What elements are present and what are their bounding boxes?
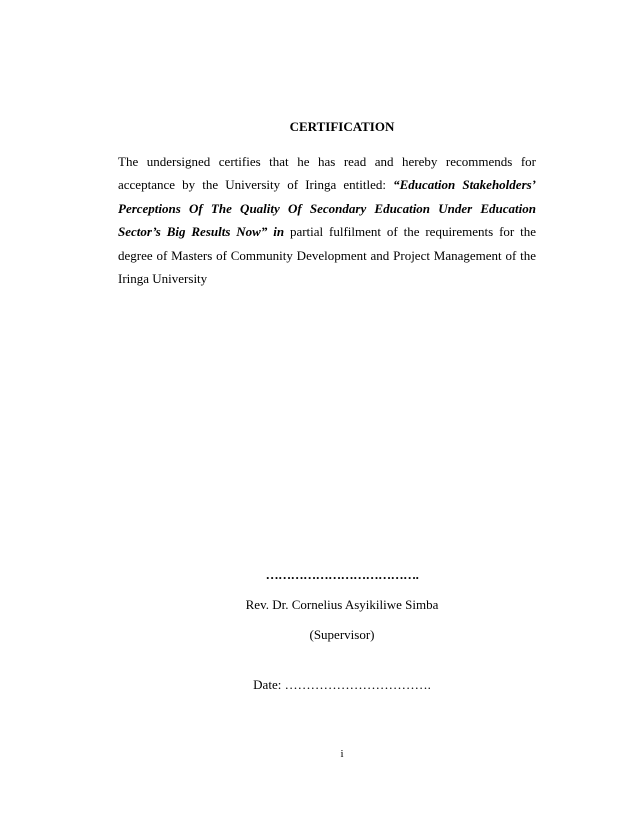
supervisor-name: Rev. Dr. Cornelius Asyikiliwe Simba (245, 597, 439, 612)
thesis-title: “Education Stakeholders’ Perceptions Of The Quality Of Secondary Education Under Education Sector’s Big Results Now” in (118, 177, 537, 240)
paragraph-outro: partial fulfilment of the requirements for the degree of Masters of Community Development and Project Management of the Iringa University (118, 224, 537, 287)
signature-line: ………………………………. (265, 567, 419, 582)
paragraph-intro: The undersigned certifies that he has read and hereby recommends for acceptance by the University of Iringa entitled: (118, 154, 536, 193)
certification-heading: CERTIFICATION (289, 119, 395, 134)
date-line: Date: ……………………………. (253, 677, 431, 692)
page-number: i (340, 748, 344, 760)
supervisor-role: (Supervisor) (309, 627, 375, 642)
certification-paragraph (118, 150, 536, 290)
